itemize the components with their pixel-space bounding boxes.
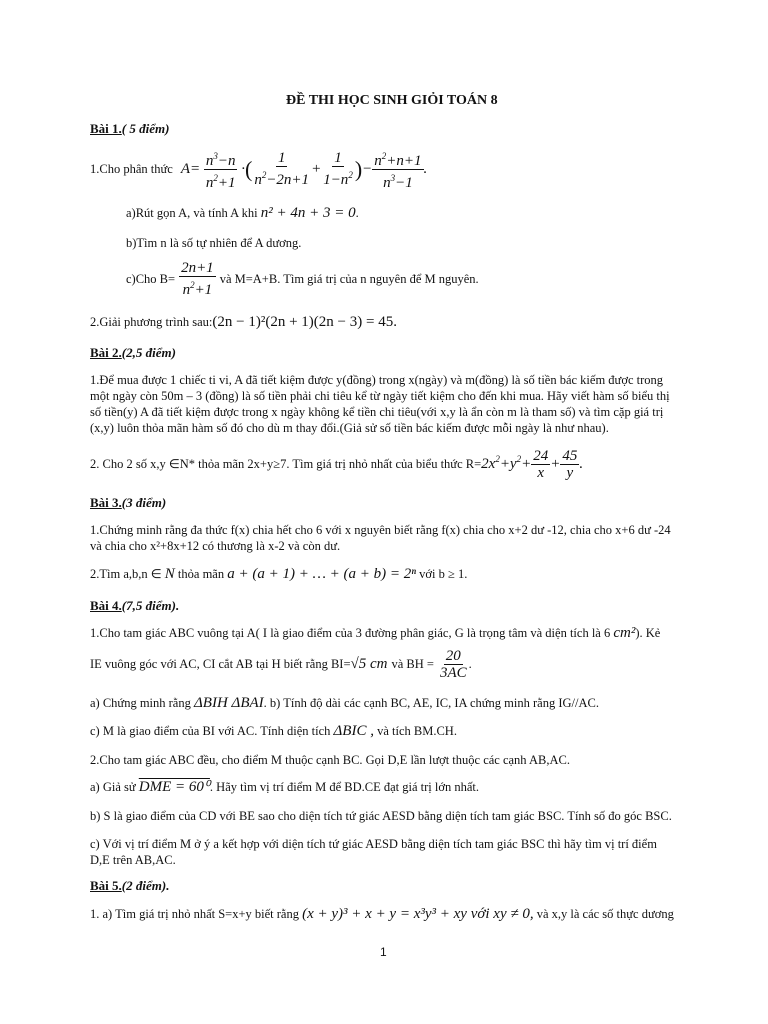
b1-question-1 bbox=[90, 146, 427, 192]
section-heading-1: Bài 1.( 5 điểm) bbox=[90, 121, 170, 136]
section-heading-5: Bài 5.(2 điểm). bbox=[90, 878, 170, 893]
b1-question-1b: b)Tìm n là số tự nhiên để A dương. bbox=[126, 236, 302, 250]
b3-question-2: 2.Tìm a,b,n ∈ N thỏa mãn a + (a + 1) + … + (a + b) = 2ⁿ với b ≥ 1. bbox=[90, 566, 468, 582]
b1-question-1c: c)Cho B= $\frac{2n+1}{n^2+1}$ và M=A+B. Tìm giá trị của n nguyên để M nguyên. bbox=[126, 260, 479, 298]
section-heading-4: Bài 4.(7,5 điểm). bbox=[90, 598, 180, 613]
b1-question-2: 2.Giải phương trình sau:(2n − 1)²(2n + 1)(2n − 3) = 45. bbox=[90, 314, 397, 330]
b2-q1-line-3: số tiền(y) A đã tiết kiệm được trong x ngày không kể tiền chi tiêu(với x,y là ẩn còn m là tham số) và tìm cặp giá trị bbox=[90, 405, 664, 419]
section-heading-3: Bài 3.(3 điểm) bbox=[90, 495, 167, 510]
b1-q1-expression: A= $\frac{n^3-n}{n^2+1}$ ·( $\frac{1}{n^2-2n+1}$ + $\frac{1}{1-n^2}$ )− $\frac{n^2+n+1}{n^3-1}$ . bbox=[181, 148, 427, 191]
b4-question-1c: c) M là giao điểm của BI với AC. Tính diện tích ΔBIC , và tích BM.CH. bbox=[90, 723, 457, 739]
b4-q1-line-1: 1.Cho tam giác ABC vuông tại A( I là giao điểm của 3 đường phân giác, G là trọng tâm và diện tích là 6 cm²). Kẻ bbox=[90, 625, 661, 641]
b4-question-2b: b) S là giao điểm của CD với BE sao cho diện tích tứ giác AESD bằng diện tích tam giác BSC. Tính số đo góc BSC. bbox=[90, 809, 672, 823]
b2-q2-expression: $2x^2+y^2+$ $\frac{24}{x}$ + $\frac{45}{y}$ . bbox=[481, 447, 584, 481]
b3-q1-line-1: 1.Chứng minh rằng đa thức f(x) chia hết cho 6 với x nguyên biết rằng f(x) chia cho x+2 dư -12, chia cho x+6 dư -24 bbox=[90, 523, 671, 537]
b2-question-2: 2. Cho 2 số x,y ∈N* thỏa mãn 2x+y≥7. Tìm giá trị nhỏ nhất của biểu thức R= $2x^2+y^2+$ $\frac{24}{x}$ + $\frac{45}{y}$ . bbox=[90, 447, 584, 481]
b1-q1-intro: 1.Cho phân thức bbox=[90, 162, 173, 176]
b4-q1-line-2: IE vuông góc với AC, CI cắt AB tại H biết rằng BI= √5 cm và BH = $\frac{20}{3AC}$ . bbox=[90, 647, 472, 681]
b3-q2-equation: a + (a + 1) + … + (a + b) = 2ⁿ bbox=[227, 566, 416, 582]
b2-q1-line-4: (x,y) luôn thỏa mãn hàm số đó cho dù m thay đổi.(Giả sử số tiền bác kiếm được mỗi ngày là như nhau). bbox=[90, 421, 609, 435]
b4-q1-unit: cm² bbox=[613, 625, 636, 641]
b3-q2-natural-set: N bbox=[164, 566, 175, 582]
b4-q2a-angle: DME = 60⁰ bbox=[138, 779, 210, 795]
b1-question-1a: a)Rút gọn A, và tính A khi n² + 4n + 3 = 0. bbox=[126, 205, 359, 221]
b4-question-2c-line-1: c) Với vị trí điểm M ở ý a kết hợp với diện tích tứ giác AESD bằng diện tích tam giác BSC thì hãy tìm vị trí điểm bbox=[90, 837, 657, 851]
b4-q1a-similar-triangles: ΔBIH ΔBAI bbox=[193, 695, 264, 711]
b3-q1-line-2: và chia cho x²+8x+12 có thương là x-2 và còn dư. bbox=[90, 539, 341, 553]
page-title: ĐỀ THI HỌC SINH GIỎI TOÁN 8 bbox=[286, 93, 498, 108]
page-number: 1 bbox=[380, 945, 387, 959]
b2-q1-line-2: một ngày còn 50m – 3 (đồng) là số tiền phải chi tiêu kể từ ngày tiết kiệm cho đến khi mua. Hãy viết hàm số biểu thị bbox=[90, 389, 670, 403]
b1-q1c-fraction: $\frac{2n+1}{n^2+1}$ bbox=[181, 260, 214, 298]
b5-question-1: 1. a) Tìm giá trị nhỏ nhất S=x+y biết rằng (x + y)³ + x + y = x³y³ + xy với xy ≠ 0, và x,y là các số thực dương bbox=[90, 906, 674, 922]
b5-q1-equation: (x + y)³ + x + y = x³y³ + xy với xy ≠ 0, bbox=[302, 906, 534, 922]
section-heading-2: Bài 2.(2,5 điểm) bbox=[90, 345, 176, 360]
b4-question-2c-line-2: D,E trên AB,AC. bbox=[90, 853, 176, 867]
b4-q1c-triangle: ΔBIC , bbox=[333, 723, 374, 739]
b2-q1-line-1: 1.Để mua được 1 chiếc ti vi, A đã tiết kiệm được y(đồng) trong x(ngày) và m(đồng) là số tiền bác kiếm được trong bbox=[90, 373, 663, 387]
b1-q2-equation: (2n − 1)²(2n + 1)(2n − 3) = 45. bbox=[212, 314, 397, 330]
b4-q1-bh-fraction: $\frac{20}{3AC}$ bbox=[439, 647, 467, 681]
b4-question-2a: a) Giả sử DME = 60⁰. Hãy tìm vị trí điểm M để BD.CE đạt giá trị lớn nhất. bbox=[90, 779, 479, 795]
b4-q1-bi-value: √5 cm bbox=[350, 656, 388, 672]
b4-question-2: 2.Cho tam giác ABC đều, cho điểm M thuộc cạnh BC. Gọi D,E lần lượt thuộc các cạnh AB,AC. bbox=[90, 753, 570, 767]
b1-q1a-equation: n² + 4n + 3 = 0 bbox=[260, 205, 356, 221]
b4-question-1a: a) Chứng minh rằng ΔBIH ΔBAI. b) Tính độ dài các cạnh BC, AE, IC, IA chứng minh rằng IG//AC. bbox=[90, 695, 599, 711]
